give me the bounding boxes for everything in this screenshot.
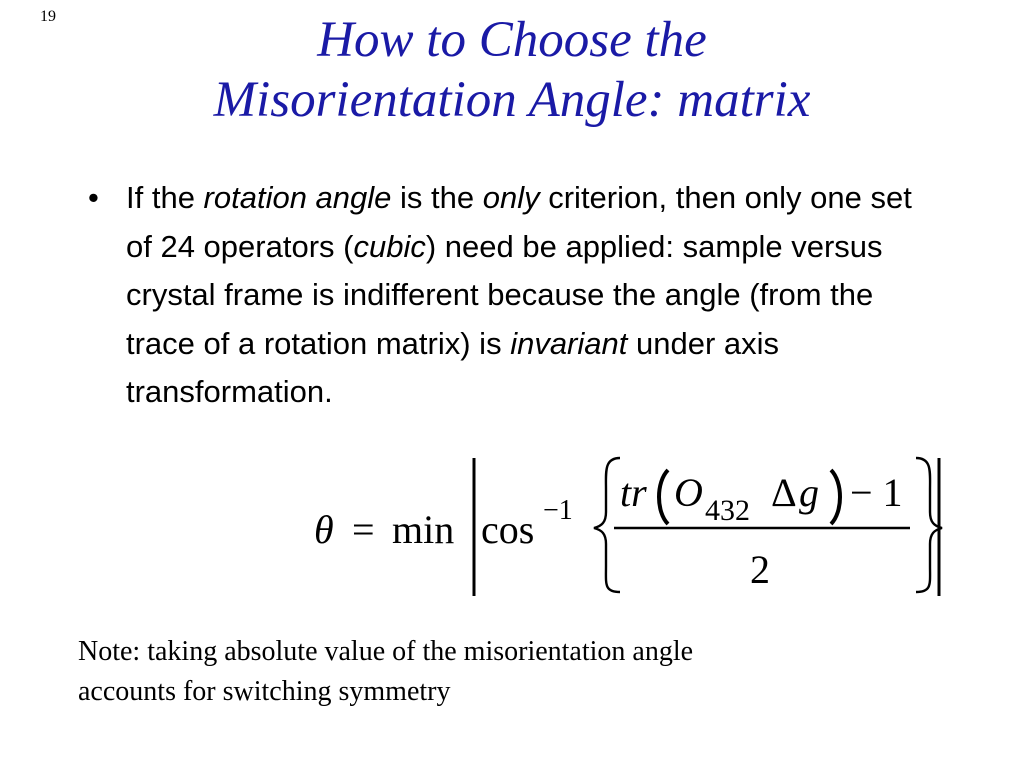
note-line-2: accounts for switching symmetry — [78, 676, 451, 707]
equation-operator: O — [674, 470, 703, 515]
equation-subscript: 432 — [705, 494, 750, 527]
equation-delta: Δ — [771, 470, 797, 515]
equation-exponent: −1 — [543, 495, 573, 526]
slide-title-line-2: Misorientation Angle: matrix — [213, 72, 811, 128]
slide-title-line-1: How to Choose the — [317, 12, 707, 68]
equation-g: g — [799, 470, 819, 515]
bullet-emphasis: invariant — [510, 325, 628, 361]
equation-min: min — [392, 507, 455, 552]
equation-denominator: 2 — [750, 547, 770, 592]
equation-theta: θ — [314, 507, 334, 552]
bullet-emphasis: cubic — [353, 228, 426, 264]
bullet-segment: is the — [391, 180, 483, 215]
paren-right — [831, 470, 840, 524]
bullet-segment: ) need be applied: sample versus crystal frame is indifferent because the angle (from the trace of a rotation matrix) is — [126, 228, 883, 361]
bullet-segment: If the — [126, 180, 204, 215]
equation-equals: = — [352, 507, 375, 552]
note-line-1: Note: taking absolute value of the misorientation angle — [78, 636, 694, 667]
bullet-emphasis: rotation angle — [203, 180, 392, 215]
bullet-emphasis: only — [482, 180, 540, 215]
bullet-segment: criterion, then only one set of 24 operators ( — [126, 180, 912, 264]
equation-tr: tr — [620, 470, 647, 515]
note — [78, 632, 938, 712]
curly-brace-left — [594, 458, 620, 592]
equation-cos: cos — [481, 507, 535, 552]
bullet-marker: • — [88, 180, 99, 215]
slide-number: 19 — [40, 8, 56, 25]
paren-left — [659, 470, 668, 524]
bullet-segment: under axis transformation. — [126, 325, 780, 409]
equation-minus-one: − 1 — [850, 470, 903, 515]
